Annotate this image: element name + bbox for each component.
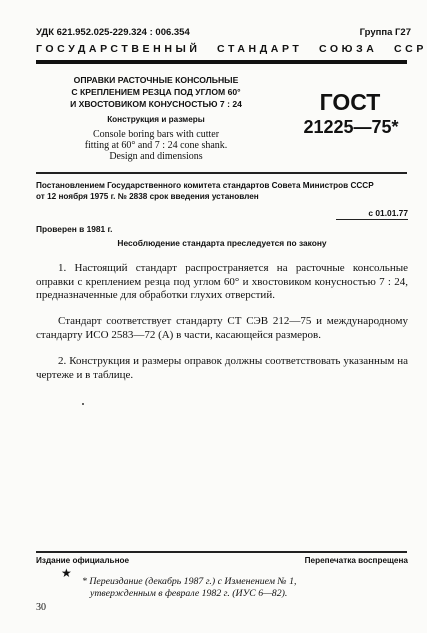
reprint-prohibited-label: Перепечатка воспрещена <box>304 556 408 565</box>
paragraph-2-text: Стандарт соответствует стандарту СТ СЭВ 212—75 и международному стандарту ИСО 2583—72 (А) в части, касающейся размеров. <box>36 315 408 341</box>
gost-number: 21225—75* <box>303 117 399 137</box>
paragraph-1 <box>36 262 408 303</box>
title-ru-line-2: С КРЕПЛЕНИЕМ РЕЗЦА ПОД УГЛОМ 60° <box>71 87 241 97</box>
official-edition-label: Издание официальное <box>36 556 130 565</box>
effective-date-rule <box>336 219 408 220</box>
footnote-line-2: утвержденным в феврале 1982 г. (ИУС 6—82). <box>90 587 288 599</box>
stray-dot <box>82 403 84 405</box>
effective-date: с 01.01.77 <box>368 208 408 218</box>
title-en-line-2: fitting at 60° and 7 : 24 cone shank. <box>84 140 228 151</box>
title-ru-line-1: ОПРАВКИ РАСТОЧНЫЕ КОНСОЛЬНЫЕ <box>73 75 239 85</box>
decree-line-1: Постановлением Государственного комитета стандартов Совета Министров СССР <box>36 181 374 190</box>
paragraph-3-text: 2. Конструкция и размеры оправок должны соответствовать указанным на чертеже и в таблице. <box>36 355 408 381</box>
state-standard-heading: ГОСУДАРСТВЕННЫЙ СТАНДАРТ СОЮЗА ССР <box>36 43 427 55</box>
paragraph-3 <box>36 355 408 382</box>
bottom-rule <box>36 551 407 553</box>
checked-year: Проверен в 1981 г. <box>36 224 113 234</box>
title-russian <box>36 74 276 110</box>
title-en-line-1: Console boring bars with cutter <box>92 129 220 140</box>
decree-line-2: от 12 ноября 1975 г. № 2838 срок введения установлен <box>36 192 259 201</box>
paragraph-2 <box>36 315 408 342</box>
page-number: 30 <box>36 602 46 613</box>
middle-rule <box>36 172 407 174</box>
udk-code: УДК 621.952.025-229.324 : 006.354 <box>36 27 190 38</box>
law-notice: Несоблюдение стандарта преследуется по закону <box>117 238 327 248</box>
title-ru-line-3: И ХВОСТОВИКОМ КОНУСНОСТЬЮ 7 : 24 <box>70 99 242 109</box>
group-code: Группа Г27 <box>359 27 411 38</box>
title-en-line-3: Design and dimensions <box>109 151 203 162</box>
footnote <box>82 576 392 599</box>
decree-text <box>36 180 408 202</box>
footnote-line-1: * Переиздание (декабрь 1987 г.) с Изменением № 1, <box>82 576 297 587</box>
gost-label: ГОСТ <box>319 89 381 115</box>
star-icon: ★ <box>61 566 72 580</box>
top-rule <box>36 60 407 64</box>
subtitle-russian: Конструкция и размеры <box>107 115 205 124</box>
title-english <box>36 129 276 162</box>
paragraph-1-text: 1. Настоящий стандарт распространяется на расточные консольные оправки с креплением резца под углом 60° и хвостовиком конусностью 7 : 24, предназначенные для обработки глухих отверстий. <box>36 262 408 301</box>
